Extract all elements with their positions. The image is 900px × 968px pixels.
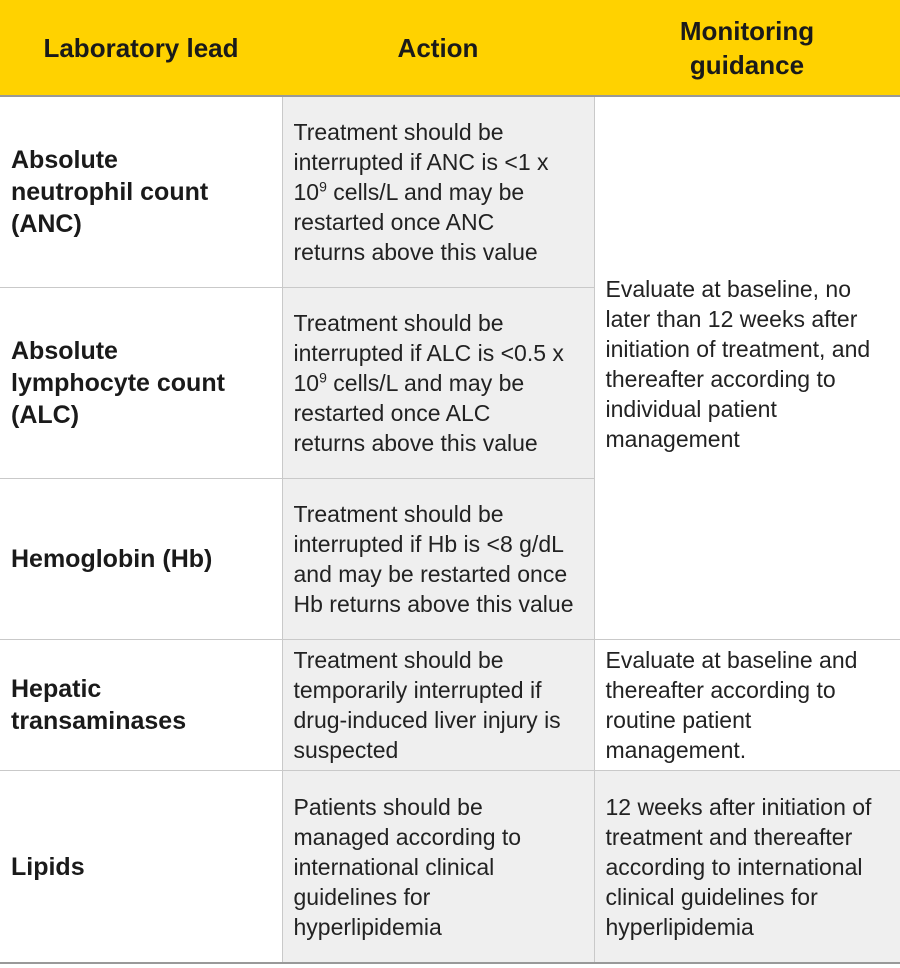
action-cell [282,640,594,771]
action-text: Treatment should be interrupted if Hb is <8 g/dL and may be restarted once Hb returns above this value [293,501,574,617]
lead-label: Absolute neutrophil count (ANC) [11,146,209,238]
lead-cell [0,288,282,479]
lead-cell [0,771,282,964]
action-text-part: cells/L and may be restarted once ALC returns above this value [293,370,538,456]
table-header-row [0,0,900,96]
lead-label: Hemoglobin (Hb) [11,545,213,573]
action-text: Patients should be managed according to international clinical guidelines for hyperlipidemia [293,793,522,940]
action-text [294,117,566,267]
monitoring-cell [594,771,900,964]
action-text-part: Treatment should be interrupted if ANC is <1 x 10 [293,119,549,205]
action-cell [282,479,594,640]
lead-label: Hepatic transaminases [11,675,187,735]
superscript-exponent: 9 [319,178,327,195]
table-row [0,640,900,771]
action-text-part: Treatment should be interrupted if ALC is <0.5 x 10 [293,310,564,396]
action-text: Treatment should be temporarily interrupted if drug-induced liver injury is suspected [293,647,561,763]
action-cell [282,96,594,288]
monitoring-cell [594,640,900,771]
action-cell [282,771,594,964]
lead-label: Absolute lymphocyte count (ALC) [11,337,225,429]
header-laboratory-lead: Laboratory lead [0,0,282,96]
header-action: Action [282,0,594,96]
table-row [0,771,900,964]
action-text [294,308,566,458]
monitoring-text: Evaluate at baseline and thereafter according to routine patient management. [605,647,858,763]
lead-cell [0,96,282,288]
action-cell [282,288,594,479]
header-monitoring-guidance [594,0,900,96]
header-monitoring-guidance-label: Monitoring guidance [679,15,815,80]
shared-monitoring-cell [594,96,900,640]
action-text-part: cells/L and may be restarted once ANC returns above this value [293,179,538,265]
lead-cell [0,479,282,640]
lead-label: Lipids [11,852,85,881]
table-row [0,96,900,288]
lead-cell [0,640,282,771]
monitoring-text: 12 weeks after initiation of treatment and thereafter according to international clinical guidelines for hyperlipidemia [605,793,872,940]
monitoring-text: Evaluate at baseline, no later than 12 weeks after initiation of treatment, and thereafter according to individual patient management [605,276,871,452]
superscript-exponent: 9 [319,369,327,386]
